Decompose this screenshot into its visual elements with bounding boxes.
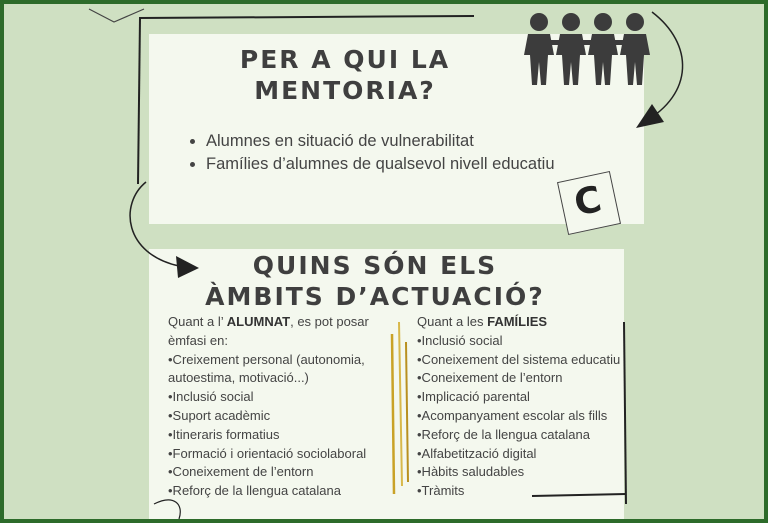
c-logo-icon — [557, 171, 621, 235]
list-item: •Creixement personal (autonomia, — [168, 351, 365, 367]
section1-title — [230, 44, 460, 106]
alumnat-column — [168, 313, 383, 501]
families-intro: Quant a les FAMÍLIES — [417, 314, 548, 329]
list-item: •Inclusió social — [168, 389, 254, 405]
list-item: autoestima, motivació...) — [168, 370, 309, 386]
list-item: •Itineraris formatius — [168, 426, 280, 442]
people-chain-icon — [524, 10, 669, 93]
list-item: •Coneixement del sistema educatiu — [417, 351, 621, 367]
list-item: •Suport acadèmic — [168, 407, 271, 423]
section2-title-line1: QUINS SÓN ELS — [252, 251, 498, 280]
gold-lines-decoration — [392, 322, 408, 494]
section1-title-line1: PER A QUI LA — [239, 45, 451, 74]
target-item: • Famílies d’alumnes de qualsevol nivell educatiu — [206, 153, 555, 176]
families-column — [417, 313, 632, 501]
alumnat-intro: Quant a l’ ALUMNAT, es pot posar — [168, 314, 369, 329]
logo-letter: C — [570, 178, 606, 225]
list-item: •Tràmits — [417, 483, 465, 499]
list-item: •Coneixement de l’entorn — [417, 370, 563, 386]
list-item: •Implicació parental — [417, 389, 530, 405]
list-item: •Formació i orientació sociolaboral — [168, 445, 367, 461]
list-item: •Reforç de la llengua catalana — [417, 426, 590, 442]
list-item: •Acompanyament escolar als fills — [417, 407, 608, 423]
section1-title-line2: MENTORIA? — [254, 76, 436, 105]
target-list — [183, 130, 555, 176]
list-item: •Reforç de la llengua catalana — [168, 483, 341, 499]
list-item: •Hàbits saludables — [417, 464, 525, 480]
section2-title — [205, 250, 545, 312]
list-item: •Inclusió social — [417, 332, 503, 348]
target-item: • Alumnes en situació de vulnerabilitat — [206, 130, 555, 153]
alumnat-intro-line2: èmfasi en: — [168, 332, 228, 348]
list-item: •Alfabetització digital — [417, 445, 537, 461]
section2-title-line2: ÀMBITS D’ACTUACIÓ? — [205, 282, 545, 311]
list-item: •Coneixement de l’entorn — [168, 464, 314, 480]
